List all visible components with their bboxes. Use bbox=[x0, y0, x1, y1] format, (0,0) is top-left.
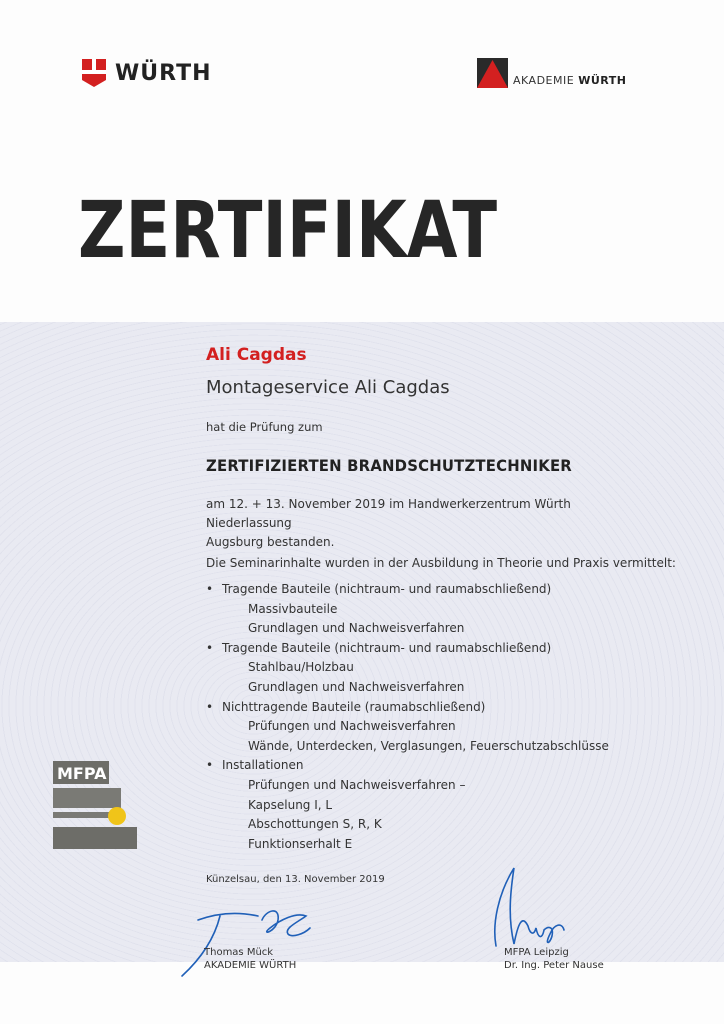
qualification-title: ZERTIFIZIERTEN BRANDSCHUTZTECHNIKER bbox=[206, 456, 572, 475]
signer-right-org: MFPA Leipzig bbox=[504, 947, 569, 958]
topic-item: Funktionserhalt E bbox=[248, 836, 353, 851]
topic-item: Wände, Unterdecken, Verglasungen, Feuerschutzabschlüsse bbox=[248, 738, 609, 753]
topic-item: Grundlagen und Nachweisverfahren bbox=[248, 679, 465, 694]
topic-item: Abschottungen S, R, K bbox=[248, 817, 382, 832]
topic-item: Prüfungen und Nachweisverfahren – bbox=[248, 777, 466, 792]
signer-left bbox=[204, 946, 296, 972]
wurth-logo-text: WÜRTH bbox=[115, 60, 212, 86]
topic-title: • Nichttragende Bauteile (raumabschließend) bbox=[206, 698, 676, 718]
seminar-intro: Die Seminarinhalte wurden in der Ausbildung in Theorie und Praxis vermittelt: bbox=[206, 556, 676, 570]
signature-right bbox=[484, 864, 574, 954]
topic-item: Stahlbau/Holzbau bbox=[248, 660, 354, 675]
signer-left-name: Thomas Mück bbox=[204, 947, 274, 958]
topic-item: Kapselung I, L bbox=[248, 797, 333, 812]
topic-title: • Tragende Bauteile (nichtraum- und raumabschließend) bbox=[206, 580, 676, 600]
wurth-logo bbox=[81, 58, 212, 88]
certificate-title: ZERTIFIKAT bbox=[78, 186, 498, 276]
passed-paragraph bbox=[206, 495, 646, 552]
signer-right-name: Dr. Ing. Peter Nause bbox=[504, 960, 604, 971]
intro-text: hat die Prüfung zum bbox=[206, 420, 323, 434]
topic-item: Grundlagen und Nachweisverfahren bbox=[248, 621, 465, 636]
topic-title: • Installationen bbox=[206, 756, 676, 776]
recipient-company: Montageservice Ali Cagdas bbox=[206, 377, 450, 398]
signer-left-org: AKADEMIE WÜRTH bbox=[204, 960, 297, 971]
wurth-logo-icon bbox=[81, 58, 107, 88]
topic-item: Massivbauteile bbox=[248, 601, 338, 616]
place-date: Künzelsau, den 13. November 2019 bbox=[206, 874, 385, 885]
topic-item: Prüfungen und Nachweisverfahren bbox=[248, 719, 456, 734]
akademie-brand: WÜRTH bbox=[578, 74, 627, 87]
akademie-triangle-icon bbox=[477, 58, 508, 88]
signer-right bbox=[504, 946, 604, 972]
topic-title: • Tragende Bauteile (nichtraum- und raumabschließend) bbox=[206, 639, 676, 659]
passed-line-2: Augsburg bestanden. bbox=[206, 535, 335, 549]
mfpa-logo bbox=[53, 761, 137, 851]
akademie-prefix: AKADEMIE bbox=[513, 74, 575, 87]
topic-list bbox=[206, 580, 676, 854]
akademie-wurth-logo bbox=[477, 58, 626, 88]
recipient-name: Ali Cagdas bbox=[206, 345, 307, 365]
passed-line-1: am 12. + 13. November 2019 im Handwerkerzentrum Würth Niederlassung bbox=[206, 497, 571, 530]
mfpa-logo-text: MFPA bbox=[57, 764, 107, 783]
akademie-logo-text bbox=[513, 75, 626, 88]
